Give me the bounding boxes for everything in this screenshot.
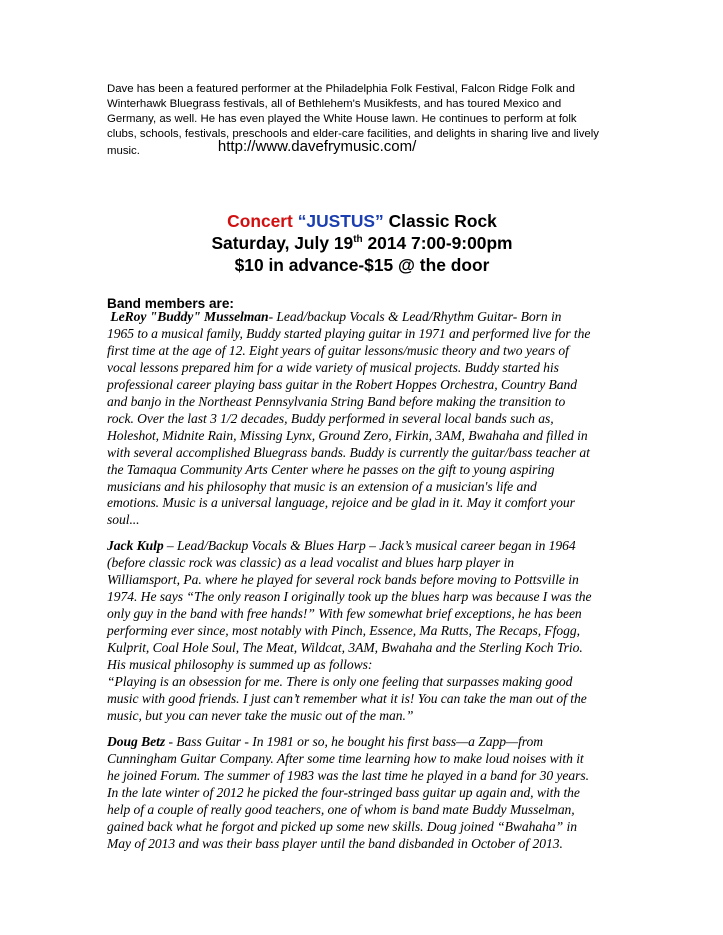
member-name: LeRoy "Buddy" Musselman xyxy=(110,309,269,324)
member-bio-buddy xyxy=(107,309,622,529)
bio-line: His musical philosophy is summed up as follows: xyxy=(107,656,373,672)
quote-line: music, but you can never take the music out of the man.” xyxy=(107,707,414,723)
bio-line: professional career playing bass guitar in the Robert Hoppes Orchestra, Country Band xyxy=(107,376,578,392)
bio-line: Holeshot, Midnite Rain, Missing Lynx, Ground Zero, Firkin, 3AM, Bwahaha and filled in xyxy=(107,427,588,443)
concert-word: Concert xyxy=(227,211,293,231)
intro-last-word: music. xyxy=(107,145,140,157)
concert-header xyxy=(107,210,617,276)
bio-first-line xyxy=(107,734,622,751)
bio-line: May of 2013 and was their bass player until the band disbanded in October of 2013. xyxy=(107,835,563,851)
concert-title xyxy=(107,210,617,232)
concert-price: $10 in advance-$15 @ the door xyxy=(234,255,490,275)
date-rest: 2014 7:00-9:00pm xyxy=(367,233,513,253)
bio-line: he joined Forum. The summer of 1983 was the last time he played in a band for 30 years. xyxy=(107,767,589,783)
member-name: Jack Kulp xyxy=(107,538,164,553)
bio-line: (before classic rock was classic) as a lead vocalist and blues harp player in xyxy=(107,554,515,570)
bio-line: help of a couple of really good teachers, one of whom is band mate Buddy Musselman, xyxy=(107,801,575,817)
bio-first-line xyxy=(107,309,622,326)
member-bio-jack xyxy=(107,538,622,724)
member-bio-doug xyxy=(107,734,622,853)
bio-line: with several accomplished Bluegrass bands. Buddy is currently the guitar/bass teacher at xyxy=(107,444,590,460)
bio-line: musicians and his philosophy that music is an extension of a musician's life and xyxy=(107,478,537,494)
member-role: - Lead/backup Vocals & Lead/Rhythm Guitar- Born in xyxy=(268,309,562,324)
intro-line: clubs, schools, festivals, preschools and elder-care facilities, and delights in sharing live and lively xyxy=(107,128,599,140)
bio-line: rock. Over the last 3 1/2 decades, Buddy performed in several local bands such as, xyxy=(107,410,554,426)
bio-line: Williamsport, Pa. where he played for several rock bands before moving to Pottsville in xyxy=(107,571,579,587)
band-name: “JUSTUS” xyxy=(297,211,384,231)
member-role: – Lead/Backup Vocals & Blues Harp – Jack’s musical career began in 1964 xyxy=(163,538,576,553)
genre: Classic Rock xyxy=(388,211,497,231)
member-role: - Bass Guitar - In 1981 or so, he bought his first bass—a Zapp—from xyxy=(165,734,543,749)
bio-line: 1974. He says “The only reason I originally took up the blues harp was because I was the xyxy=(107,588,592,604)
intro-line: Dave has been a featured performer at the Philadelphia Folk Festival, Falcon Ridge Folk and xyxy=(107,83,575,95)
date-prefix: Saturday, July 19 xyxy=(211,233,354,253)
band-members-heading: Band members are: xyxy=(107,296,234,311)
bio-line: In the late winter of 2012 he picked the four-stringed bass guitar up again and, with the xyxy=(107,784,580,800)
quote-line: music with good friends. I just can’t remember what it is! You can take the man out of the xyxy=(107,690,587,706)
intro-line: Germany, as well. He has even played the White House lawn. He continues to perform at folk xyxy=(107,113,577,125)
intro-paragraph xyxy=(107,82,627,159)
bio-line: gained back what he forgot and picked up some new skills. Doug joined “Bwahaha” in xyxy=(107,818,578,834)
bio-line: Cunningham Guitar Company. After some time learning how to make loud noises with it xyxy=(107,750,584,766)
bio-line: and banjo in the Northeast Pennsylvania String Band before making the transition to xyxy=(107,393,566,409)
bio-line: vocal lessons prepared him for a wide variety of musical projects. Buddy started his xyxy=(107,359,559,375)
bio-line: Kulprit, Coal Hole Soul, The Meat, Wildcat, 3AM, Bwahaha and the Sterling Koch Trio. xyxy=(107,639,583,655)
bio-line: 1965 to a musical family, Buddy started playing guitar in 1971 and performed live for the xyxy=(107,325,591,341)
intro-last-line xyxy=(107,138,627,159)
bio-line: performing ever since, most notably with Pinch, Essence, Ma Rutts, The Recaps, Ffogg, xyxy=(107,622,580,638)
bio-line: soul... xyxy=(107,512,140,528)
date-suffix: th xyxy=(353,234,363,245)
intro-line: Winterhawk Bluegrass festivals, all of Bethlehem's Musikfests, and has toured Mexico and xyxy=(107,98,562,110)
quote-line: “Playing is an obsession for me. There is only one feeling that surpasses making good xyxy=(107,673,573,689)
bio-line: only guy in the band with free hands!” With few somewhat brief exceptions, he has been xyxy=(107,605,582,621)
website-link[interactable]: http://www.davefrymusic.com/ xyxy=(217,138,417,155)
bio-first-line xyxy=(107,538,622,555)
bio-line: emotions. Music is a universal language, rejoice and be glad in it. May it comfort your xyxy=(107,495,575,511)
concert-date xyxy=(107,232,617,254)
bio-line: first time at the age of 12. Eight years of guitar lessons/music theory and two years of xyxy=(107,342,569,358)
bio-line: the Tamaqua Community Arts Center where he passes on the gift to young aspiring xyxy=(107,461,555,477)
member-name: Doug Betz xyxy=(107,734,166,749)
